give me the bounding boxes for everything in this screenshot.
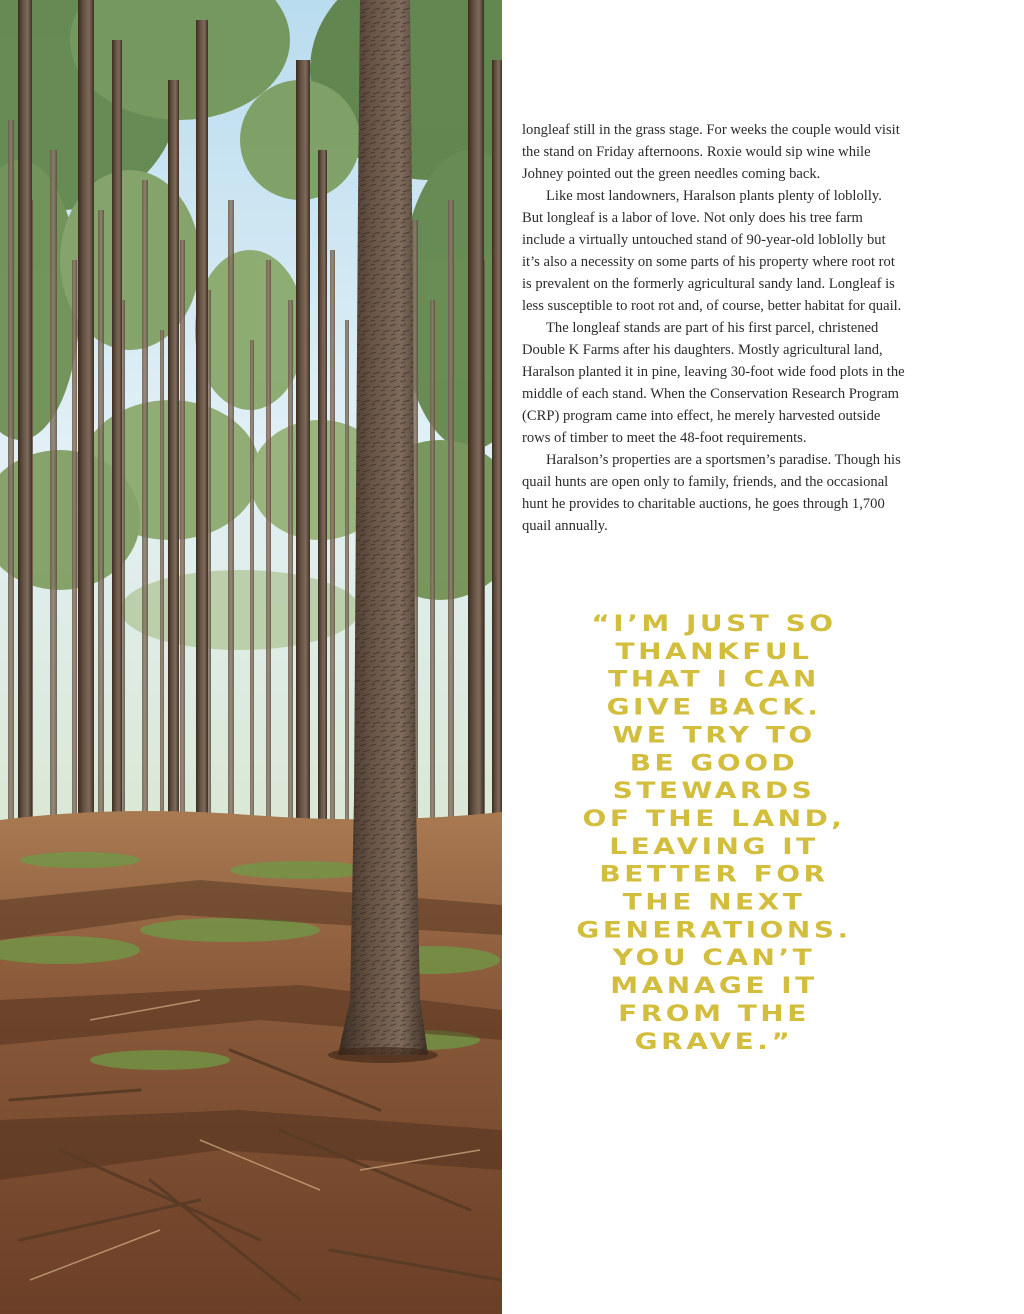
article-paragraph-2: Like most landowners, Haralson plants plenty of loblolly. But longleaf is a labor of love. Not only does his tree farm include a virtually untouched stand of 90-year-old loblolly but it’s also a necessity on some parts of his property where root rot is prevalent on the formerly agricultural sandy land. Longleaf is less susceptible to root rot and, of course, better habitat for quail. [522, 188, 902, 314]
pull-quote-line: FROM THE [618, 1000, 810, 1027]
pull-quote-line: MANAGE IT [610, 972, 818, 999]
pull-quote-line: GRAVE.” [634, 1028, 794, 1055]
pull-quote-line: GIVE BACK. [606, 694, 822, 721]
article-paragraph-3: The longleaf stands are part of his first parcel, christened Double K Farms after his daughters. Mostly agricultural land, Haralson planted it in pine, leaving 30-foot wide food plots in the middle of each stand. When the Conservation Research Program (CRP) program came into effect, he merely harvested outside rows of timber to meet the 48-foot requirements. [522, 320, 905, 446]
pull-quote-line: STEWARDS [612, 777, 816, 804]
pull-quote-line: THE NEXT [622, 889, 806, 916]
pull-quote-line: GENERATIONS. [576, 917, 852, 943]
article-body [522, 119, 906, 537]
pull-quote-line: LEAVING IT [609, 833, 819, 860]
pull-quote-line: OF THE LAND, [582, 805, 846, 832]
pine-forest-illustration [0, 0, 502, 1314]
pull-quote-line: THAT I CAN [608, 666, 820, 693]
pull-quote-line: BETTER FOR [599, 861, 829, 888]
article-paragraph-1: longleaf still in the grass stage. For weeks the couple would visit the stand on Friday afternoons. Roxie would sip wine while Johney pointed out the green needles coming back. [522, 122, 900, 182]
pull-quote-line: THANKFUL [615, 638, 813, 665]
pull-quote-line: BE GOOD [629, 750, 799, 776]
pull-quote-line: YOU CAN’T [612, 944, 816, 971]
pine-forest-photo [0, 0, 502, 1314]
pull-quote-line: “I’M JUST SO [591, 610, 837, 637]
article-paragraph-4: Haralson’s properties are a sportsmen’s paradise. Though his quail hunts are open only to family, friends, and the occasional hunt he provides to charitable auctions, he goes through 1,700 quail annually. [522, 452, 901, 534]
pull-quote-line: WE TRY TO [612, 722, 816, 748]
pull-quote [522, 610, 906, 1056]
